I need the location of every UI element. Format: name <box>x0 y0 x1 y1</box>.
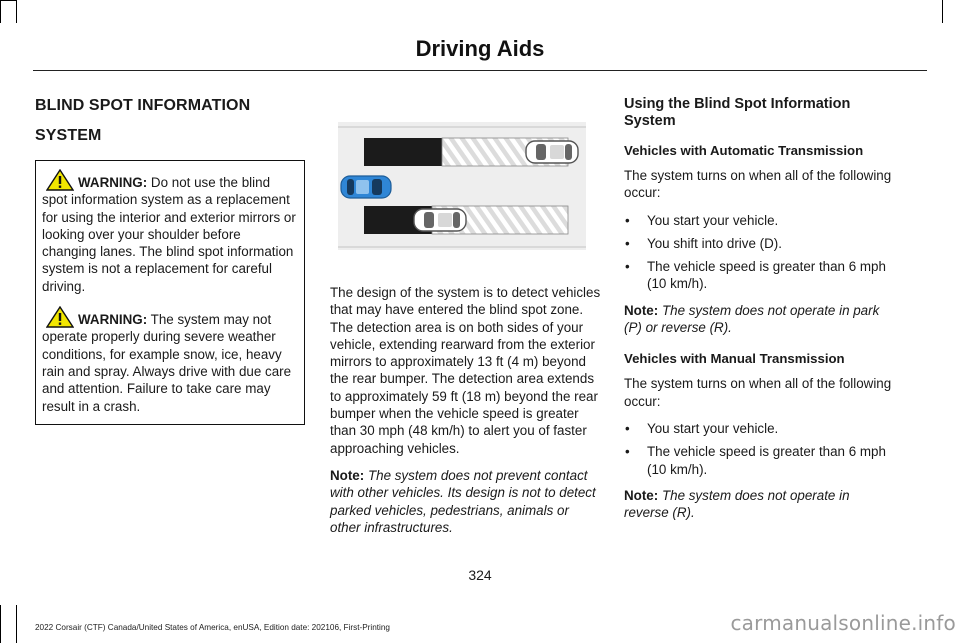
crop-mark <box>16 0 17 23</box>
page-number: 324 <box>468 567 492 583</box>
manual-transmission-heading: Vehicles with Manual Transmission <box>624 351 845 367</box>
auto-transmission-heading: Vehicles with Automatic Transmission <box>624 143 864 158</box>
warning-triangle-icon <box>46 306 74 328</box>
warning-paragraph: WARNING: The system may not operate properly during severe weather conditions, for example snow, ice, heavy rain and spray. Always drive with due care and attention. Failure to take care may result in a crash. <box>42 306 298 415</box>
column-right <box>624 96 896 531</box>
car-icon <box>414 209 466 231</box>
bullet-list <box>624 420 896 478</box>
bullet-list <box>624 212 896 293</box>
page-title: Driving Aids <box>415 36 545 61</box>
car-icon <box>526 141 578 163</box>
blind-spot-detection-diagram <box>338 122 586 250</box>
warning-box <box>35 160 305 425</box>
warning-paragraph: WARNING: Do not use the blind spot information system as a replacement for using the interior and exterior mirrors or looking over your shoulder before changing lanes. The blind spot information system is not a replacement for careful driving. <box>42 169 298 295</box>
footer-text: 2022 Corsair (CTF) Canada/United States of America, enUSA, Edition date: 202106, First-Printing <box>35 623 390 632</box>
list-item: • You start your vehicle. <box>625 212 779 228</box>
body-paragraph: The system turns on when all of the following occur: <box>624 168 892 201</box>
note: Note: The system does not operate in park (P) or reverse (R). <box>624 302 880 336</box>
crop-mark <box>0 0 17 1</box>
crop-mark <box>942 0 943 23</box>
subsection-heading: Using the Blind Spot Information System <box>624 96 851 129</box>
section-heading: BLIND SPOT INFORMATION SYSTEM <box>35 97 251 144</box>
warning-triangle-icon <box>46 169 74 191</box>
list-item: • The vehicle speed is greater than 6 mph (10 km/h). <box>625 444 886 477</box>
note: Note: The system does not prevent contact with other vehicles. Its design is not to detect parked vehicles, pedestrians, animals or other infrastructures. <box>330 467 596 535</box>
body-paragraph: The design of the system is to detect vehicles that may have entered the blind spot zone. The detection area is on both sides of your vehicle, extending rearward from the exterior mirrors to approximately 13 ft (4 m) beyond the rear bumper. The detection area extends to approximately 59 ft (18 m) beyond the rear bumper when the vehicle speed is greater than 30 mph (48 km/h) to alert you of faster approaching vehicles. <box>330 285 601 456</box>
body-paragraph: The system turns on when all of the following occur: <box>624 376 892 409</box>
crop-mark <box>0 0 1 23</box>
note: Note: The system does not operate in reverse (R). <box>624 487 850 521</box>
host-vehicle-icon <box>341 176 391 198</box>
column-middle <box>330 284 602 546</box>
column-left <box>35 96 305 425</box>
crop-mark <box>0 605 1 643</box>
list-item: • You shift into drive (D). <box>625 235 782 251</box>
crop-mark <box>16 605 17 643</box>
header-divider <box>33 70 927 71</box>
watermark: carmanualsonline.info <box>730 611 956 635</box>
list-item: • You start your vehicle. <box>625 420 779 436</box>
list-item: • The vehicle speed is greater than 6 mph (10 km/h). <box>625 259 886 292</box>
